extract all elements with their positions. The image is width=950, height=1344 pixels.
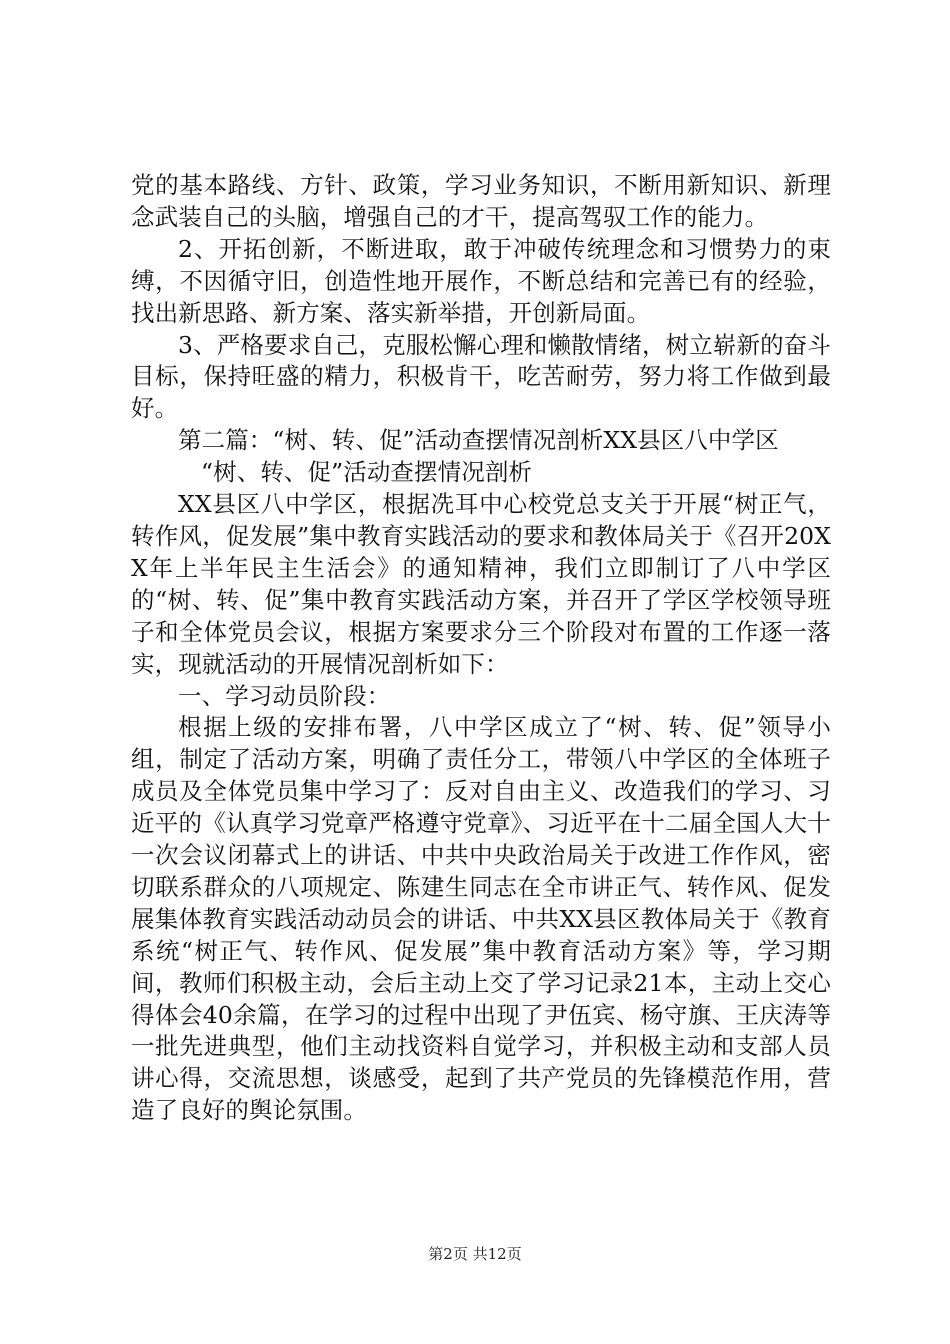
paragraph-item-3: 3、严格要求自己，克服松懈心理和懒散情绪，树立崭新的奋斗目标，保持旺盛的精力，积极肯干，吃苦耐劳，努力将工作做到最好。 [131,330,831,423]
paragraph-study-line: 党的基本路线、方针、政策，学习业务知识，不断用新知识、新理念武装自己的头脑，增强自己的才干，提高驾驭工作的能力。 [131,171,831,231]
section-subtitle: “树、转、促”活动查摆情况剖析 [201,458,533,487]
subheading-stage-one: 一、学习动员阶段： [178,681,391,710]
paragraph-intro: XX县区八中学区，根据冼耳中心校党总支关于开展“树正气，转作风，促发展”集中教育实践活动的要求和教体局关于《召开20XX年上半年民主生活会》的通知精神，我们立即制订了八中学区的“树、转、促”集中教育实践活动方案，并召开了学区学校领导班子和全体党员会议，根据方案要求分三个阶段对布置的工作逐一落实，现就活动的开展情况剖析如下： [131,490,831,678]
paragraph-stage-one-body: 根据上级的安排布署，八中学区成立了“树、转、促”领导小组，制定了活动方案，明确了责任分工，带领八中学区的全体班子成员及全体党员集中学习了：反对自由主义、改造我们的学习、习近平的《认真学习党章严格遵守党章》、习近平在十二届全国人大十一次会议闭幕式上的讲话、中共中央政治局关于改进工作作风，密切联系群众的八项规定、陈建生同志在全市讲正气、转作风、促发展集体教育实践活动动员会的讲话、中共XX县区教体局关于《教育系统“树正气、转作风、促发展”集中教育活动方案》等，学习期间，教师们积极主动，会后主动上交了学习记录21本，主动上交心得体会40余篇，在学习的过程中出现了尹伍宾、杨守旗、王庆涛等一批先进典型，他们主动找资料自觉学习，并积极主动和支部人员讲心得，交流思想，谈感受，起到了共产党员的先锋模范作用，营造了良好的舆论氛围。 [131,713,831,1125]
page-footer: 第2页 共12页 [428,1245,522,1263]
section-heading: 第二篇：“树、转、促”活动查摆情况剖析XX县区八中学区 [178,426,779,455]
paragraph-item-2: 2、开拓创新，不断进取，敢于冲破传统理念和习惯势力的束缚，不因循守旧，创造性地开展作，不断总结和完善已有的经验，找出新思路、新方案、落实新举措，开创新局面。 [131,234,831,327]
document-body [131,170,831,1127]
